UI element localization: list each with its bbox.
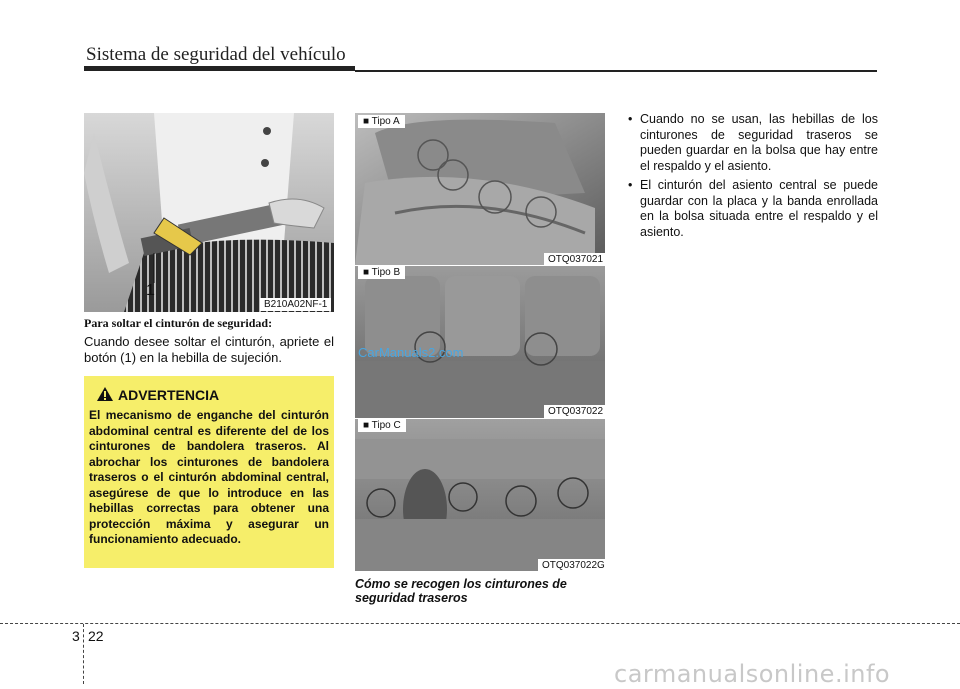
bullet-text: El cinturón del asiento central se puede guardar con la placa y la banda enrollada en la bolsa situada entre el respaldo y el asiento.: [640, 178, 878, 239]
header-rule-thin: [355, 70, 877, 72]
list-item: • El cinturón del asiento central se puede guardar con la placa y la banda enrollada en la bolsa situada entre el respaldo y el asiento.: [628, 178, 878, 239]
warning-title: ADVERTENCIA: [118, 387, 220, 403]
seat-type-c-photo: [355, 419, 605, 571]
warning-box: [84, 376, 334, 568]
seatbelt-release-photo: [84, 113, 334, 312]
page-number: 22: [88, 628, 104, 644]
list-item: • Cuando no se usan, las hebillas de los cinturones de seguridad traseros se pueden guardar en la bolsa que hay entre el respaldo y el asiento.: [628, 112, 878, 173]
instruction-heading: Para soltar el cinturón de seguridad:: [84, 316, 273, 330]
instruction-body: Cuando desee soltar el cinturón, apriete el botón (1) en la hebilla de sujeción.: [84, 334, 334, 365]
footer-divider: [83, 624, 84, 684]
bullet-text: Cuando no se usan, las hebillas de los cinturones de seguridad traseros se pueden guardar en la bolsa que hay entre el respaldo y el asiento.: [640, 112, 878, 173]
seat-type-b-photo: [355, 266, 605, 418]
warning-text: El mecanismo de enganche del cinturón abdominal central es diferente del de los cinturones de bandolera traseros. Al abrochar los cinturones de bandolera traseros o el cinturón abdominal central, asegúrese de que lo introduce en las hebillas correctas para obtener una protección máxima y asegurar un funcionamiento adecuado.: [89, 408, 329, 546]
page-header-title: Sistema de seguridad del vehículo: [86, 44, 346, 65]
type-c-label: ■ Tipo C: [358, 419, 406, 432]
figure-caption: Cómo se recogen los cinturones de seguridad traseros: [355, 577, 567, 605]
footer-rule: [0, 623, 960, 624]
site-watermark: carmanualsonline.info: [614, 660, 891, 688]
type-a-label: ■ Tipo A: [358, 115, 405, 128]
seat-type-a-photo: [355, 113, 605, 265]
image-code: OTQ037021: [544, 253, 607, 266]
section-number: 3: [72, 628, 80, 644]
image-code: B210A02NF-1: [260, 298, 331, 311]
type-b-label: ■ Tipo B: [358, 266, 405, 279]
watermark: CarManuals2.com: [358, 345, 464, 360]
image-code: OTQ037022G: [538, 559, 609, 572]
header-rule: [84, 66, 355, 71]
warning-icon: [96, 386, 114, 407]
bullet-list: [628, 112, 878, 244]
image-code: OTQ037022: [544, 405, 607, 418]
callout-1: 1: [146, 282, 155, 299]
